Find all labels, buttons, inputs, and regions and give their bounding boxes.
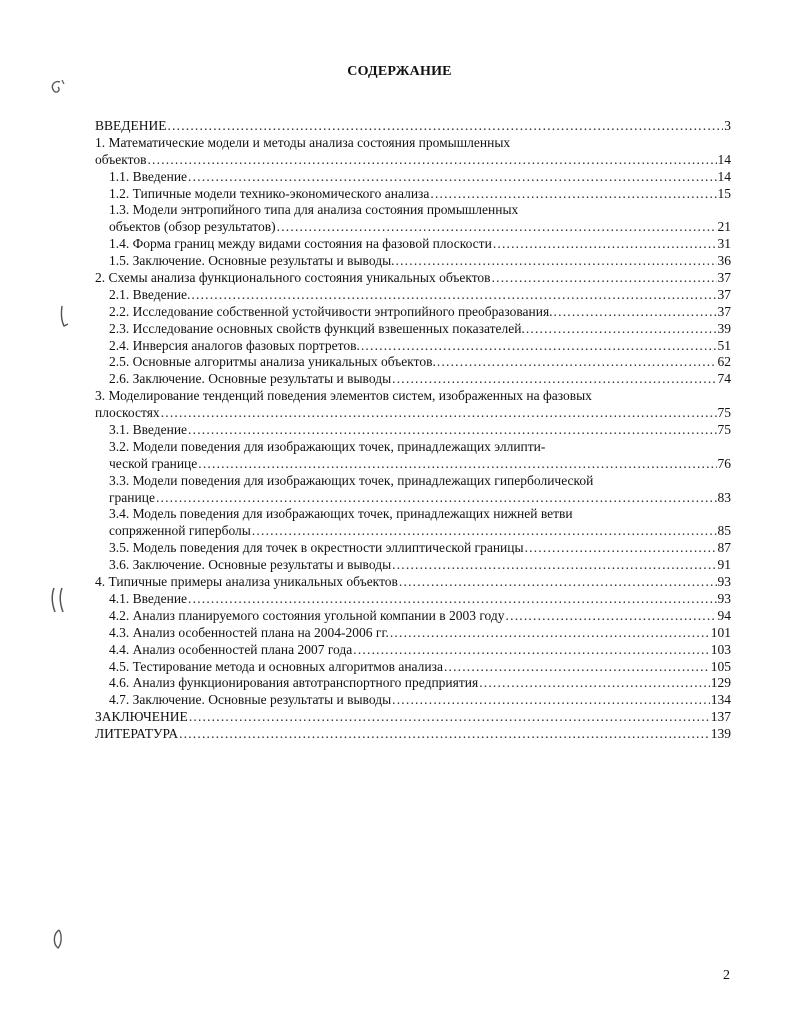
toc-entry bbox=[95, 608, 731, 625]
toc-entry-text: 1.3. Модели энтропийного типа для анализа состояния промышленных bbox=[109, 202, 519, 218]
toc-entry-text: 2.5. Основные алгоритмы анализа уникальных объектов. bbox=[109, 354, 436, 370]
toc-leader-dots bbox=[191, 287, 716, 304]
toc-entry-text: ЛИТЕРАТУРА bbox=[95, 726, 179, 742]
toc-leader-dots bbox=[390, 625, 710, 642]
toc-entry bbox=[95, 506, 731, 523]
toc-entry-text: 4.4. Анализ особенностей плана 2007 года bbox=[109, 641, 353, 657]
table-of-contents bbox=[95, 118, 731, 743]
toc-entry-text: 4.1. Введение bbox=[109, 590, 188, 606]
scan-mark-1 bbox=[46, 78, 68, 96]
toc-entry-page: 101 bbox=[710, 624, 731, 640]
toc-entry bbox=[95, 236, 731, 253]
toc-entry-page: 85 bbox=[717, 523, 731, 539]
toc-entry bbox=[95, 152, 731, 169]
toc-leader-dots bbox=[161, 405, 717, 422]
toc-entry bbox=[95, 321, 731, 338]
toc-entry-text: сопряженной гиперболы bbox=[109, 523, 251, 539]
toc-entry bbox=[95, 642, 731, 659]
toc-entry-page: 139 bbox=[710, 726, 731, 742]
toc-entry-text: объектов bbox=[95, 151, 147, 167]
toc-entry bbox=[95, 270, 731, 287]
toc-entry bbox=[95, 371, 731, 388]
toc-entry-text: 3.3. Модели поведения для изображающих точек, принадлежащих гиперболической bbox=[109, 472, 594, 488]
toc-entry bbox=[95, 135, 731, 152]
toc-entry-page: 3 bbox=[724, 118, 731, 133]
toc-entry bbox=[95, 169, 731, 186]
toc-entry bbox=[95, 118, 731, 135]
toc-entry bbox=[95, 338, 731, 355]
toc-leader-dots bbox=[479, 675, 710, 692]
toc-leader-dots bbox=[506, 608, 717, 625]
toc-leader-dots bbox=[353, 642, 709, 659]
toc-entry-page: 14 bbox=[717, 168, 731, 184]
toc-leader-dots bbox=[437, 354, 717, 371]
toc-entry bbox=[95, 439, 731, 456]
toc-leader-dots bbox=[554, 304, 717, 321]
toc-entry-text: 4.5. Тестирование метода и основных алгоритмов анализа bbox=[109, 658, 443, 674]
toc-entry-page: 31 bbox=[717, 236, 731, 252]
toc-entry-page: 93 bbox=[717, 590, 731, 606]
toc-leader-dots bbox=[198, 456, 716, 473]
toc-entry-text: 3.2. Модели поведения для изображающих точек, принадлежащих эллипти- bbox=[109, 438, 546, 454]
toc-entry-text: 4.2. Анализ планируемого состояния угольной компании в 2003 году bbox=[109, 607, 505, 623]
toc-leader-dots bbox=[252, 523, 717, 540]
toc-entry-page: 39 bbox=[717, 320, 731, 336]
toc-entry-page: 15 bbox=[717, 185, 731, 201]
toc-leader-dots bbox=[444, 659, 710, 676]
toc-entry bbox=[95, 540, 731, 557]
toc-entry bbox=[95, 557, 731, 574]
toc-entry-text: плоскостях bbox=[95, 405, 160, 421]
toc-leader-dots bbox=[399, 574, 717, 591]
toc-entry bbox=[95, 202, 731, 219]
toc-entry-page: 21 bbox=[717, 219, 731, 235]
toc-entry-text: ВВЕДЕНИЕ bbox=[95, 118, 167, 133]
toc-entry-page: 37 bbox=[717, 270, 731, 286]
toc-entry-text: границе bbox=[109, 489, 155, 505]
toc-entry bbox=[95, 219, 731, 236]
toc-entry-text: 2.4. Инверсия аналогов фазовых портретов. bbox=[109, 337, 360, 353]
toc-entry bbox=[95, 675, 731, 692]
toc-entry-page: 87 bbox=[717, 540, 731, 556]
toc-entry-text: объектов (обзор результатов) bbox=[109, 219, 276, 235]
toc-entry-page: 93 bbox=[717, 574, 731, 590]
toc-leader-dots bbox=[179, 726, 710, 743]
toc-entry bbox=[95, 354, 731, 371]
toc-entry bbox=[95, 726, 731, 743]
toc-entry bbox=[95, 388, 731, 405]
toc-entry-text: 1.4. Форма границ между видами состояния на фазовой плоскости bbox=[109, 236, 492, 252]
page-number: 2 bbox=[723, 968, 730, 983]
toc-entry-text: 1.1. Введение bbox=[109, 168, 188, 184]
toc-entry-text: 4.6. Анализ функционирования автотранспортного предприятия bbox=[109, 675, 479, 691]
toc-leader-dots bbox=[392, 371, 716, 388]
toc-entry-text: 3.5. Модель поведения для точек в окрестности эллиптической границы bbox=[109, 540, 524, 556]
toc-entry bbox=[95, 490, 731, 507]
toc-leader-dots bbox=[392, 557, 716, 574]
toc-entry-text: 4.7. Заключение. Основные результаты и выводы bbox=[109, 692, 392, 708]
toc-entry bbox=[95, 709, 731, 726]
toc-entry-page: 76 bbox=[717, 455, 731, 471]
toc-entry bbox=[95, 456, 731, 473]
toc-entry-text: 1. Математические модели и методы анализа состояния промышленных bbox=[95, 134, 511, 150]
toc-entry-page: 14 bbox=[717, 151, 731, 167]
toc-entry bbox=[95, 692, 731, 709]
toc-entry-page: 94 bbox=[717, 607, 731, 623]
toc-entry-page: 37 bbox=[717, 286, 731, 302]
toc-entry-page: 51 bbox=[717, 337, 731, 353]
toc-entry bbox=[95, 523, 731, 540]
toc-leader-dots bbox=[188, 422, 716, 439]
toc-leader-dots bbox=[167, 118, 723, 135]
toc-leader-dots bbox=[392, 692, 710, 709]
toc-entry bbox=[95, 574, 731, 591]
toc-entry bbox=[95, 186, 731, 203]
toc-entry-page: 83 bbox=[717, 489, 731, 505]
toc-entry-text: 2. Схемы анализа функционального состояния уникальных объектов bbox=[95, 270, 491, 286]
toc-leader-dots bbox=[396, 253, 717, 270]
toc-leader-dots bbox=[361, 338, 717, 355]
toc-entry-text: 4. Типичные примеры анализа уникальных объектов bbox=[95, 574, 398, 590]
toc-entry bbox=[95, 422, 731, 439]
toc-entry-text: 2.6. Заключение. Основные результаты и выводы bbox=[109, 371, 392, 387]
toc-entry-text: 2.2. Исследование собственной устойчивости энтропийного преобразования. bbox=[109, 303, 553, 319]
scan-mark-2 bbox=[58, 304, 72, 330]
toc-entry-page: 62 bbox=[717, 354, 731, 370]
toc-leader-dots bbox=[188, 169, 716, 186]
toc-entry-text: ЗАКЛЮЧЕНИЕ bbox=[95, 709, 188, 725]
toc-entry-page: 36 bbox=[717, 253, 731, 269]
toc-entry bbox=[95, 405, 731, 422]
toc-entry bbox=[95, 304, 731, 321]
toc-leader-dots bbox=[492, 270, 717, 287]
toc-leader-dots bbox=[156, 490, 717, 507]
toc-entry bbox=[95, 659, 731, 676]
toc-entry-text: 2.3. Исследование основных свойств функций взвешенных показателей. bbox=[109, 320, 525, 336]
toc-leader-dots bbox=[493, 236, 717, 253]
toc-entry-text: 1.5. Заключение. Основные результаты и выводы. bbox=[109, 253, 395, 269]
scan-mark-4 bbox=[50, 928, 66, 950]
scan-mark-3 bbox=[48, 586, 68, 614]
page-title: СОДЕРЖАНИЕ bbox=[347, 64, 452, 79]
toc-entry-text: 3.1. Введение bbox=[109, 422, 188, 438]
toc-entry-page: 129 bbox=[710, 675, 731, 691]
toc-entry-text: 4.3. Анализ особенностей плана на 2004-2006 гг. bbox=[109, 624, 389, 640]
toc-leader-dots bbox=[188, 591, 716, 608]
toc-entry-page: 75 bbox=[717, 405, 731, 421]
toc-entry-page: 134 bbox=[710, 692, 731, 708]
toc-entry-page: 74 bbox=[717, 371, 731, 387]
toc-entry bbox=[95, 591, 731, 608]
toc-entry-text: 3.4. Модель поведения для изображающих точек, принадлежащих нижней ветви bbox=[109, 506, 573, 522]
toc-leader-dots bbox=[147, 152, 716, 169]
toc-leader-dots bbox=[525, 540, 717, 557]
toc-leader-dots bbox=[430, 186, 716, 203]
toc-entry bbox=[95, 253, 731, 270]
toc-entry-page: 103 bbox=[710, 641, 731, 657]
toc-entry-page: 75 bbox=[717, 422, 731, 438]
toc-entry-text: 1.2. Типичные модели технико-экономического анализа bbox=[109, 185, 430, 201]
toc-entry-text: 3.6. Заключение. Основные результаты и выводы bbox=[109, 557, 392, 573]
toc-entry-text: 2.1. Введение. bbox=[109, 286, 191, 302]
toc-entry-page: 137 bbox=[710, 709, 731, 725]
toc-entry-text: 3. Моделирование тенденций поведения элементов систем, изображенных на фазовых bbox=[95, 388, 592, 404]
toc-entry bbox=[95, 625, 731, 642]
toc-leader-dots bbox=[277, 219, 717, 236]
toc-entry bbox=[95, 287, 731, 304]
toc-entry-page: 37 bbox=[717, 303, 731, 319]
toc-leader-dots bbox=[189, 709, 710, 726]
toc-entry-page: 105 bbox=[710, 658, 731, 674]
toc-leader-dots bbox=[526, 321, 717, 338]
toc-entry bbox=[95, 473, 731, 490]
toc-entry-page: 91 bbox=[717, 557, 731, 573]
toc-entry-text: ческой границе bbox=[109, 455, 198, 471]
